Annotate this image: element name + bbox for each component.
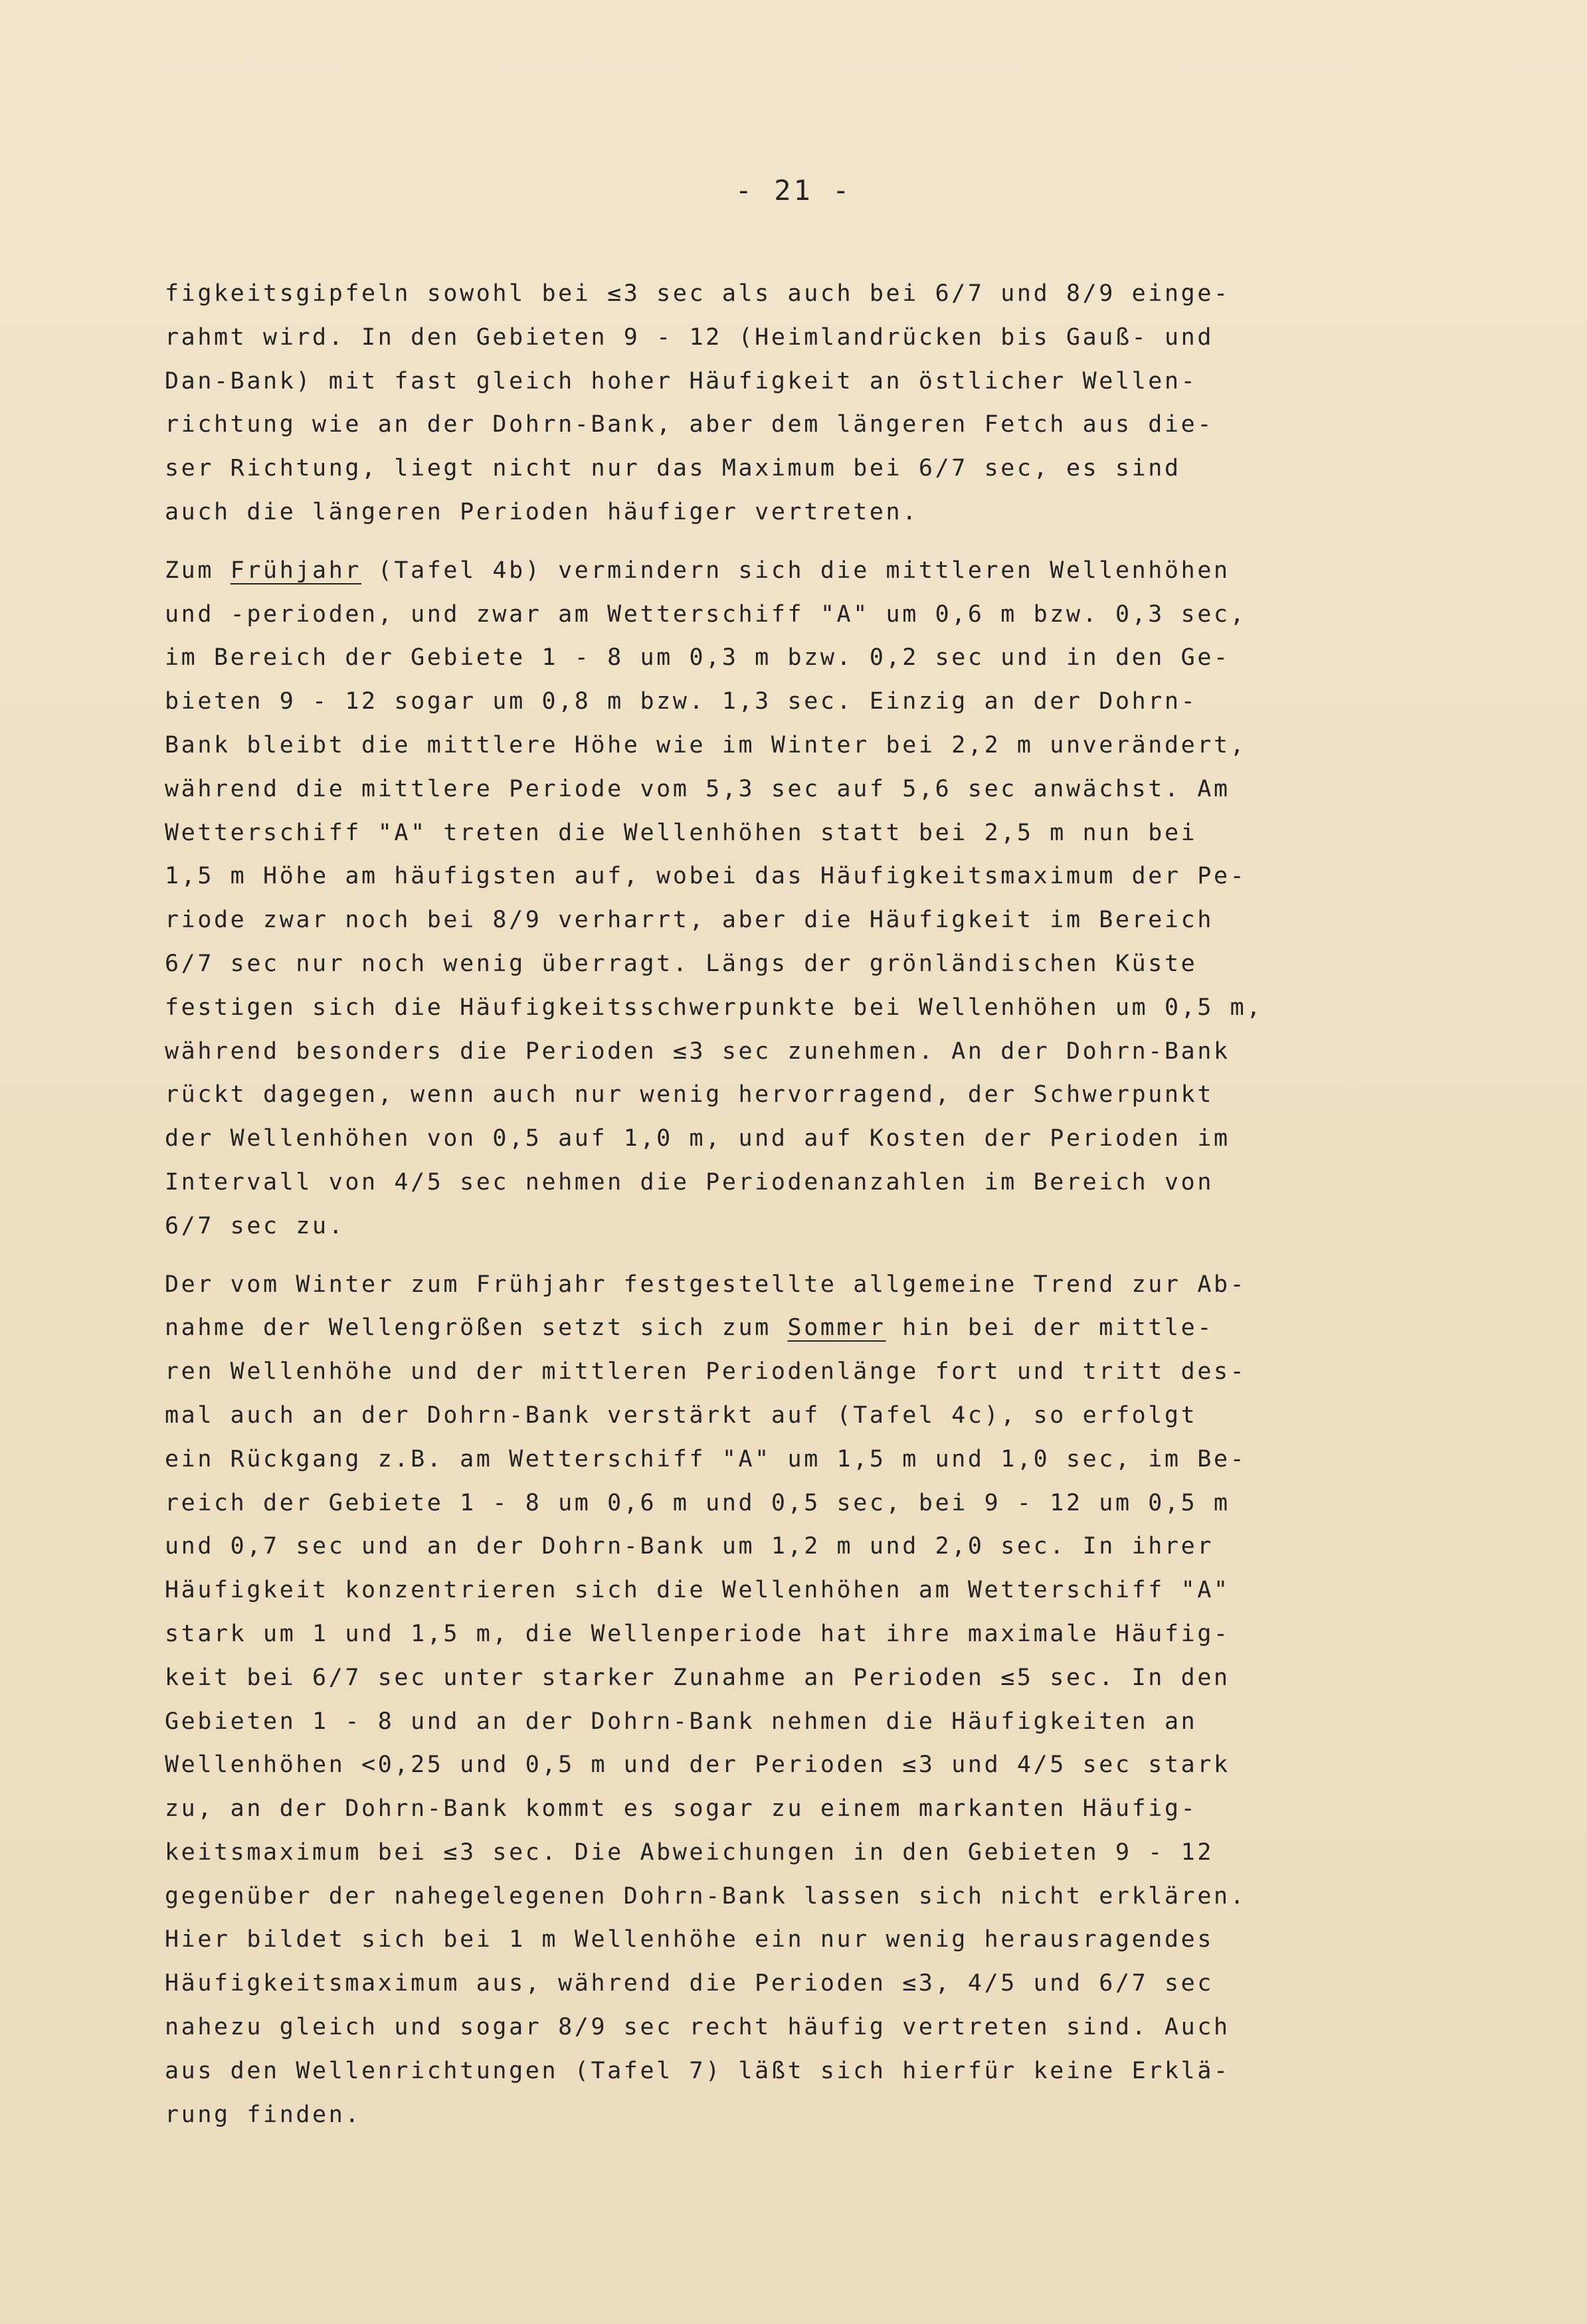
text-line	[165, 1569, 1360, 1613]
text-segment: 1,5 m Höhe am häufigsten auf, wobei das Häufigkeitsmaximum der Pe-	[165, 863, 1247, 890]
text-segment: nahme der Wellengrößen setzt sich zum	[165, 1314, 788, 1342]
text-line	[165, 1263, 1360, 1307]
text-segment: 6/7 sec zu.	[165, 1212, 345, 1239]
text-segment: gegenüber der nahegelegenen Dohrn-Bank lassen sich nicht erklären.	[165, 1882, 1247, 1910]
text-line	[165, 1394, 1360, 1438]
text-segment: ren Wellenhöhe und der mittleren Periodenlänge fort und tritt des-	[165, 1358, 1247, 1385]
text-segment: rückt dagegen, wenn auch nur wenig hervorragend, der Schwerpunkt	[165, 1081, 1214, 1109]
text-line	[165, 636, 1360, 680]
text-line	[165, 272, 1360, 316]
text-line	[165, 812, 1360, 855]
text-segment: Wetterschiff "A" treten die Wellenhöhen statt bei 2,5 m nun bei	[165, 819, 1198, 846]
paragraph	[165, 549, 1360, 1249]
text-segment: mal auch an der Dohrn-Bank verstärkt auf (Tafel 4c), so erfolgt	[165, 1401, 1198, 1429]
underlined-term: Frühjahr	[230, 557, 362, 584]
text-line	[165, 1350, 1360, 1394]
text-segment: rung finden.	[165, 2101, 362, 2128]
text-line	[165, 549, 1360, 593]
text-line	[165, 2006, 1360, 2050]
text-segment: Gebieten 1 - 8 und an der Dohrn-Bank nehmen die Häufigkeiten an	[165, 1708, 1198, 1735]
text-segment: keit bei 6/7 sec unter starker Zunahme an Perioden ≤5 sec. In den	[165, 1664, 1230, 1691]
text-segment: während besonders die Perioden ≤3 sec zunehmen. An der Dohrn-Bank	[165, 1037, 1230, 1065]
paragraph	[165, 272, 1360, 535]
text-line	[165, 724, 1360, 768]
text-segment: und 0,7 sec und an der Dohrn-Bank um 1,2 m und 2,0 sec. In ihrer	[165, 1533, 1214, 1560]
page-number: - 21 -	[735, 174, 852, 207]
text-line	[165, 1700, 1360, 1744]
paragraph	[165, 1263, 1360, 2137]
text-segment: Häufigkeitsmaximum aus, während die Perioden ≤3, 4/5 und 6/7 sec	[165, 1970, 1214, 1997]
text-line	[165, 1073, 1360, 1117]
text-segment: Dan-Bank) mit fast gleich hoher Häufigkeit an östlicher Wellen-	[165, 367, 1198, 395]
body-text	[165, 272, 1360, 2151]
text-line	[165, 2094, 1360, 2137]
text-segment: reich der Gebiete 1 - 8 um 0,6 m und 0,5 sec, bei 9 - 12 um 0,5 m	[165, 1489, 1230, 1516]
text-segment: stark um 1 und 1,5 m, die Wellenperiode hat ihre maximale Häufig-	[165, 1620, 1230, 1647]
text-segment: Hier bildet sich bei 1 m Wellenhöhe ein nur wenig herausragendes	[165, 1926, 1214, 1953]
text-segment: nahezu gleich und sogar 8/9 sec recht häufig vertreten sind. Auch	[165, 2014, 1230, 2041]
text-segment: keitsmaximum bei ≤3 sec. Die Abweichungen in den Gebieten 9 - 12	[165, 1838, 1214, 1866]
text-line	[165, 680, 1360, 724]
text-line	[165, 899, 1360, 942]
text-line	[165, 1743, 1360, 1787]
text-segment: Der vom Winter zum Frühjahr festgestellte allgemeine Trend zur Ab-	[165, 1271, 1247, 1298]
underlined-term: Sommer	[787, 1314, 886, 1342]
text-segment: und -perioden, und zwar am Wetterschiff "A" um 0,6 m bzw. 0,3 sec,	[165, 600, 1247, 628]
text-line	[165, 1787, 1360, 1831]
text-line	[165, 447, 1360, 491]
text-line	[165, 1117, 1360, 1161]
text-segment: Häufigkeit konzentrieren sich die Wellenhöhen am Wetterschiff "A"	[165, 1577, 1230, 1604]
text-segment: hin bei der mittle-	[886, 1314, 1214, 1342]
text-line	[165, 1918, 1360, 1962]
text-segment: figkeitsgipfeln sowohl bei ≤3 sec als auch bei 6/7 und 8/9 einge-	[165, 280, 1230, 307]
text-segment: ser Richtung, liegt nicht nur das Maximum bei 6/7 sec, es sind	[165, 455, 1181, 482]
text-line	[165, 360, 1360, 404]
text-line	[165, 942, 1360, 986]
text-line	[165, 768, 1360, 812]
text-segment: bieten 9 - 12 sogar um 0,8 m bzw. 1,3 sec. Einzig an der Dohrn-	[165, 688, 1198, 715]
text-segment: festigen sich die Häufigkeitsschwerpunkte bei Wellenhöhen um 0,5 m,	[165, 994, 1263, 1021]
text-line	[165, 1161, 1360, 1205]
text-line	[165, 2050, 1360, 2094]
text-line	[165, 1875, 1360, 1919]
text-segment: Intervall von 4/5 sec nehmen die Periodenanzahlen im Bereich von	[165, 1168, 1214, 1196]
text-line	[165, 1030, 1360, 1074]
text-line	[165, 1438, 1360, 1482]
text-line	[165, 1962, 1360, 2006]
text-segment: während die mittlere Periode vom 5,3 sec auf 5,6 sec anwächst. Am	[165, 775, 1230, 802]
text-line	[165, 1525, 1360, 1569]
text-segment: richtung wie an der Dohrn-Bank, aber dem längeren Fetch aus die-	[165, 411, 1214, 438]
text-segment: ein Rückgang z.B. am Wetterschiff "A" um 1,5 m und 1,0 sec, im Be-	[165, 1445, 1247, 1473]
text-segment: rahmt wird. In den Gebieten 9 - 12 (Heimlandrücken bis Gauß- und	[165, 323, 1214, 351]
text-line	[165, 1205, 1360, 1249]
text-line	[165, 1482, 1360, 1526]
text-line	[165, 986, 1360, 1030]
text-line	[165, 1306, 1360, 1350]
text-segment: im Bereich der Gebiete 1 - 8 um 0,3 m bzw. 0,2 sec und in den Ge-	[165, 644, 1230, 671]
text-line	[165, 855, 1360, 899]
text-line	[165, 403, 1360, 447]
text-line	[165, 593, 1360, 637]
text-segment: 6/7 sec nur noch wenig überragt. Längs der grönländischen Küste	[165, 950, 1198, 977]
text-segment: Wellenhöhen <0,25 und 0,5 m und der Perioden ≤3 und 4/5 sec stark	[165, 1751, 1230, 1779]
text-line	[165, 491, 1360, 535]
text-segment: aus den Wellenrichtungen (Tafel 7) läßt sich hierfür keine Erklä-	[165, 2057, 1230, 2084]
text-segment: Zum	[165, 557, 231, 584]
text-segment: der Wellenhöhen von 0,5 auf 1,0 m, und auf Kosten der Perioden im	[165, 1125, 1230, 1152]
text-line	[165, 1831, 1360, 1875]
text-segment: riode zwar noch bei 8/9 verharrt, aber die Häufigkeit im Bereich	[165, 907, 1214, 934]
text-segment: (Tafel 4b) vermindern sich die mittleren Wellenhöhen	[361, 557, 1230, 584]
text-segment: Bank bleibt die mittlere Höhe wie im Winter bei 2,2 m unverändert,	[165, 731, 1247, 759]
text-line	[165, 1656, 1360, 1700]
text-line	[165, 1613, 1360, 1656]
text-segment: zu, an der Dohrn-Bank kommt es sogar zu einem markanten Häufig-	[165, 1795, 1198, 1823]
text-line	[165, 316, 1360, 360]
text-segment: auch die längeren Perioden häufiger vertreten.	[165, 498, 919, 525]
